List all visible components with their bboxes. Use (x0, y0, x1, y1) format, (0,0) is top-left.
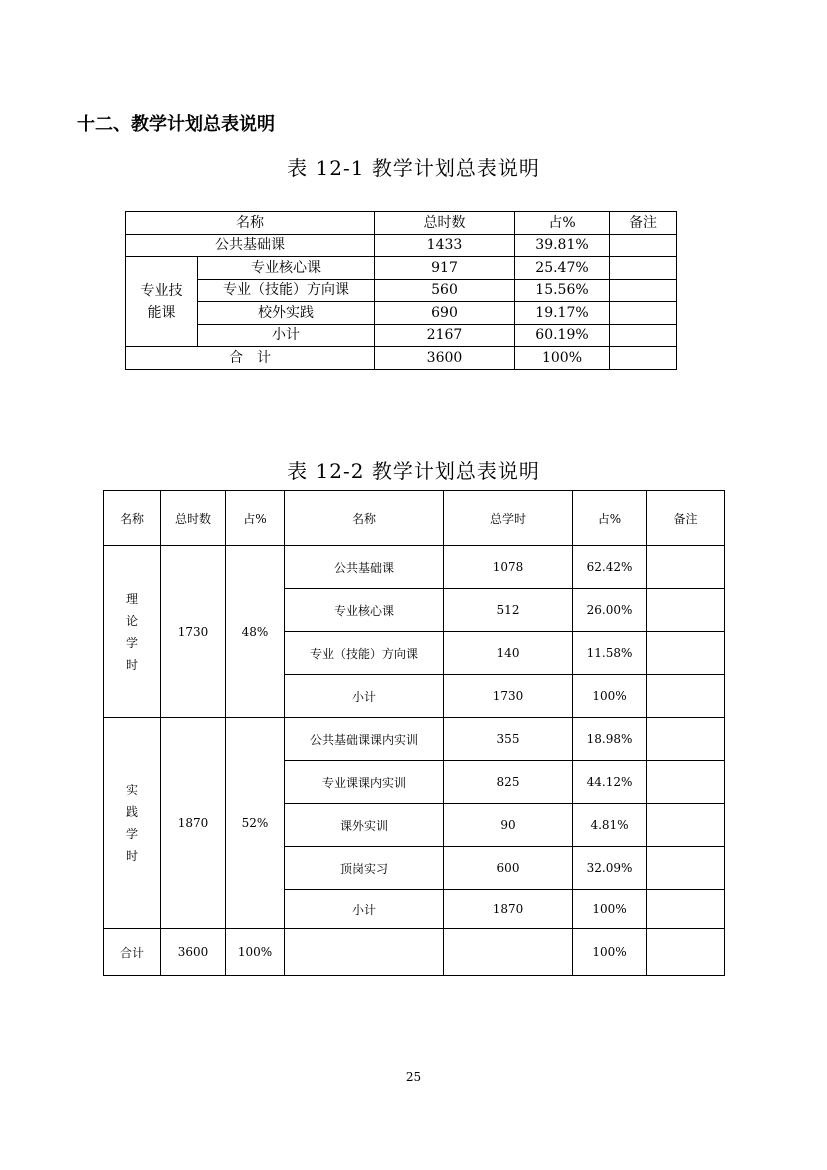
total-hours: 3600 (375, 347, 515, 370)
row-name: 专业（技能）方向课 (198, 279, 375, 302)
row-name: 小计 (285, 675, 444, 718)
row-name: 专业课课内实训 (285, 761, 444, 804)
total-study-hours (444, 929, 573, 976)
theory-label: 理 论 学 时 (104, 546, 161, 718)
total-percent: 100% (515, 347, 610, 370)
row-remark (647, 890, 725, 929)
header-study-hours: 总学时 (444, 491, 573, 546)
table-row (126, 302, 677, 325)
row-hours: 90 (444, 804, 573, 847)
table2-total-row (104, 929, 725, 976)
row-remark (610, 234, 677, 257)
header-percent: 占% (226, 491, 285, 546)
table-row (104, 718, 725, 761)
row-remark (610, 257, 677, 280)
row-percent: 39.81% (515, 234, 610, 257)
row-hours: 1730 (444, 675, 573, 718)
header-hours: 总时数 (375, 212, 515, 235)
row-remark (647, 804, 725, 847)
row-name: 公共基础课 (285, 546, 444, 589)
table-row (126, 279, 677, 302)
row-percent: 26.00% (573, 589, 647, 632)
row-percent: 4.81% (573, 804, 647, 847)
row-percent: 15.56% (515, 279, 610, 302)
table2-header-row (104, 491, 725, 546)
page-number: 25 (405, 1070, 422, 1084)
header-item-name: 名称 (285, 491, 444, 546)
table-row (126, 324, 677, 347)
table2 (103, 490, 725, 976)
table2-caption: 表 12-2 教学计划总表说明 (287, 459, 540, 483)
row-hours: 2167 (375, 324, 515, 347)
table-row (104, 546, 725, 589)
row-name: 课外实训 (285, 804, 444, 847)
row-remark (647, 632, 725, 675)
row-hours: 1078 (444, 546, 573, 589)
header-remark: 备注 (647, 491, 725, 546)
table1-header-row (126, 212, 677, 235)
row-name: 小计 (198, 324, 375, 347)
row-name: 校外实践 (198, 302, 375, 325)
row-hours: 1870 (444, 890, 573, 929)
table-row (126, 257, 677, 280)
row-percent: 44.12% (573, 761, 647, 804)
header-percent: 占% (515, 212, 610, 235)
practice-percent: 52% (226, 718, 285, 929)
row-name: 小计 (285, 890, 444, 929)
row-hours: 140 (444, 632, 573, 675)
row-remark (610, 347, 677, 370)
table1-caption: 表 12-1 教学计划总表说明 (287, 156, 540, 180)
row-percent: 62.42% (573, 546, 647, 589)
row-remark (610, 302, 677, 325)
header-item-percent: 占% (573, 491, 647, 546)
row-remark (647, 589, 725, 632)
row-hours: 917 (375, 257, 515, 280)
section-heading: 十二、教学计划总表说明 (77, 114, 275, 135)
row-percent: 32.09% (573, 847, 647, 890)
row-remark (647, 718, 725, 761)
row-percent: 25.47% (515, 257, 610, 280)
theory-percent: 48% (226, 546, 285, 718)
row-percent: 100% (573, 675, 647, 718)
total-name: 合 计 (126, 347, 375, 370)
header-name: 名称 (126, 212, 375, 235)
row-hours: 825 (444, 761, 573, 804)
total-name: 合计 (104, 929, 161, 976)
row-percent: 60.19% (515, 324, 610, 347)
row-hours: 690 (375, 302, 515, 325)
row-remark (647, 675, 725, 718)
row-hours: 600 (444, 847, 573, 890)
practice-label: 实 践 学 时 (104, 718, 161, 929)
total-item-name (285, 929, 444, 976)
total-hours: 3600 (161, 929, 226, 976)
group-label: 专业技能课 (126, 257, 198, 347)
row-name: 公共基础课 (126, 234, 375, 257)
practice-hours: 1870 (161, 718, 226, 929)
row-percent: 19.17% (515, 302, 610, 325)
row-hours: 560 (375, 279, 515, 302)
row-name: 顶岗实习 (285, 847, 444, 890)
row-hours: 512 (444, 589, 573, 632)
table-row (126, 234, 677, 257)
header-total-hours: 总时数 (161, 491, 226, 546)
row-percent: 100% (573, 890, 647, 929)
row-name: 公共基础课课内实训 (285, 718, 444, 761)
table1-total-row (126, 347, 677, 370)
row-remark (647, 546, 725, 589)
row-percent: 11.58% (573, 632, 647, 675)
row-hours: 1433 (375, 234, 515, 257)
row-hours: 355 (444, 718, 573, 761)
row-name: 专业核心课 (198, 257, 375, 280)
row-remark (610, 324, 677, 347)
table1 (125, 211, 677, 370)
total-item-percent: 100% (573, 929, 647, 976)
row-percent: 18.98% (573, 718, 647, 761)
theory-hours: 1730 (161, 546, 226, 718)
row-remark (610, 279, 677, 302)
header-remark: 备注 (610, 212, 677, 235)
total-percent: 100% (226, 929, 285, 976)
row-remark (647, 929, 725, 976)
row-remark (647, 761, 725, 804)
row-remark (647, 847, 725, 890)
row-name: 专业核心课 (285, 589, 444, 632)
row-name: 专业（技能）方向课 (285, 632, 444, 675)
header-name: 名称 (104, 491, 161, 546)
